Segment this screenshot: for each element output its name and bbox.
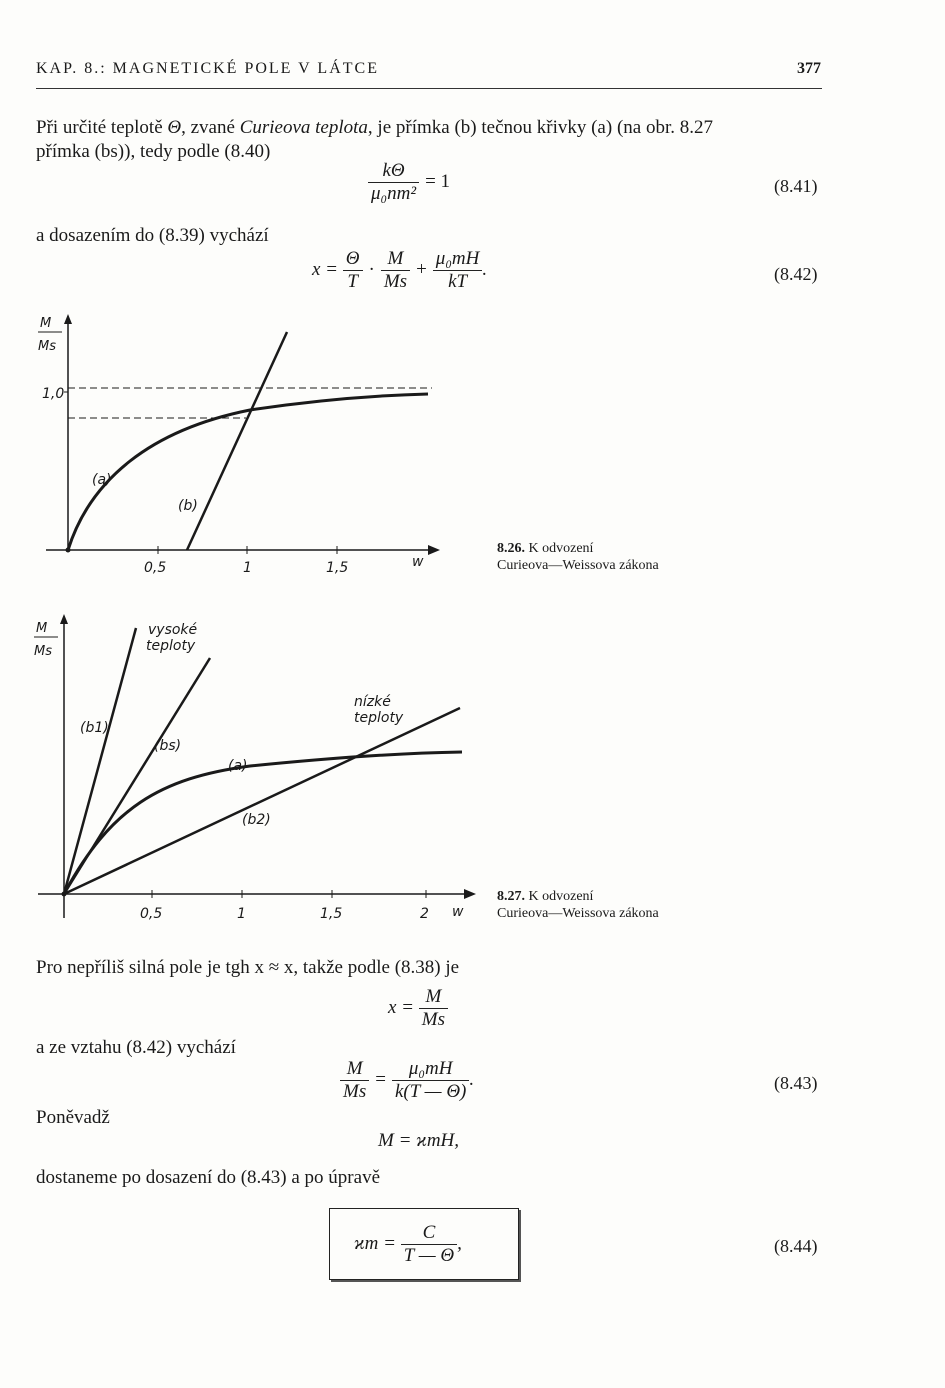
fraction — [381, 248, 410, 293]
line-b-label: (b) — [178, 498, 198, 514]
fraction — [368, 160, 419, 205]
y-axis-arrow — [60, 614, 68, 624]
x-tick-label: 0,5 — [140, 906, 163, 922]
denominator: k(T — Θ) — [394, 1081, 467, 1102]
paragraph-from-relation: a ze vztahu (8.42) vychází — [36, 1037, 236, 1058]
fraction — [392, 1058, 469, 1103]
operator: + — [416, 258, 427, 280]
x-axis-arrow — [464, 889, 476, 899]
numerator: M — [340, 1058, 369, 1081]
punctuation: , — [457, 1232, 462, 1254]
text-fragment: , zvané — [181, 117, 240, 138]
caption-number: 8.26. — [497, 541, 525, 556]
equation-lhs: x = — [388, 996, 415, 1018]
symbol-theta: Θ — [167, 117, 182, 138]
fraction — [401, 1222, 457, 1267]
caption-text: K odvození — [528, 541, 594, 556]
x-tick-label: 0,5 — [144, 560, 167, 576]
equation-lhs: x = — [312, 258, 339, 280]
equation-lhs: ϰm = — [354, 1232, 396, 1254]
line-b2 — [64, 708, 460, 894]
caption-8-27 — [497, 888, 659, 922]
caption-text: Curieova—Weissova zákona — [497, 906, 659, 921]
y-tick-label: 1,0 — [42, 386, 65, 402]
annotation-low-temperature: nízké — [354, 694, 391, 710]
denominator: kT — [448, 271, 468, 292]
y-label-numerator: M — [36, 621, 48, 636]
fraction — [340, 1058, 369, 1103]
x-tick-label: 1 — [243, 560, 252, 576]
header-rule — [36, 88, 822, 89]
operator: = — [375, 1068, 386, 1090]
operator: · — [368, 258, 375, 280]
y-label-denominator: Ms — [38, 339, 56, 354]
punctuation: . — [469, 1068, 475, 1090]
page-number: 377 — [797, 60, 821, 77]
equation-8-44 — [354, 1222, 462, 1267]
figure-8-26 — [30, 310, 450, 580]
denominator: μ₀nm² — [371, 183, 417, 204]
x-tick-label: 2 — [420, 906, 429, 922]
numerator: C — [401, 1222, 457, 1245]
equation-rhs: = 1 — [425, 170, 451, 192]
x-axis-label: w — [412, 554, 424, 570]
text-fragment: , je přímka (b) tečnou křivky (a) (na obr. 8.27 — [367, 117, 713, 138]
equation-8-43 — [340, 1058, 474, 1103]
annotation-high-temperature: teploty — [146, 638, 196, 654]
x-tick-label: 1,5 — [326, 560, 349, 576]
paragraph-substitution: a dosazením do (8.39) vychází — [36, 225, 269, 246]
annotation-high-temperature: vysoké — [148, 622, 198, 638]
x-tick-label: 1,5 — [320, 906, 343, 922]
x-tick-label: 1 — [237, 906, 246, 922]
line-b1-label: (b1) — [80, 720, 109, 736]
numerator: μ₀mH — [433, 248, 483, 271]
line-b1 — [64, 628, 136, 894]
punctuation: . — [482, 258, 488, 280]
denominator: Ms — [421, 1009, 445, 1030]
curve-a-label: (a) — [92, 472, 112, 488]
numerator: M — [419, 986, 448, 1009]
equation-number-8-42: (8.42) — [774, 264, 818, 284]
fraction — [343, 248, 363, 293]
equation-number-8-41: (8.41) — [774, 176, 818, 196]
denominator: T — Θ — [403, 1245, 455, 1266]
denominator: Ms — [383, 271, 408, 292]
equation-magnetization: M = ϰmH, — [378, 1130, 460, 1151]
equation-8-41 — [368, 160, 456, 205]
paragraph-since: Poněvadž — [36, 1107, 110, 1128]
line-b — [187, 332, 287, 550]
equation-x-ratio — [388, 986, 448, 1031]
numerator: μ₀mH — [392, 1058, 469, 1081]
caption-8-26 — [497, 540, 659, 574]
term-curie-temperature: Curieova teplota — [239, 117, 368, 138]
equation-8-42 — [312, 248, 487, 293]
fraction — [419, 986, 448, 1031]
paragraph-result: dostaneme po dosazení do (8.43) a po úpravě — [36, 1167, 381, 1188]
caption-text: K odvození — [528, 889, 594, 904]
caption-text: Curieova—Weissova zákona — [497, 558, 659, 573]
y-label-numerator: M — [40, 316, 52, 331]
y-axis-arrow — [64, 314, 72, 324]
line-bs-label: (bs) — [154, 738, 182, 754]
numerator: Θ — [343, 248, 363, 271]
caption-number: 8.27. — [497, 889, 525, 904]
numerator: kΘ — [368, 160, 419, 183]
paragraph-curie-intro — [36, 116, 836, 164]
equation-number-8-43: (8.43) — [774, 1073, 818, 1093]
text-fragment: Při určité teplotě — [36, 117, 168, 138]
denominator: Ms — [343, 1081, 367, 1102]
running-header: KAP. 8.: MAGNETICKÉ POLE V LÁTCE — [36, 60, 379, 77]
curve-a-label: (a) — [228, 758, 248, 774]
x-axis-label: w — [452, 904, 464, 920]
denominator: T — [347, 271, 358, 292]
origin-point — [62, 892, 67, 897]
text-fragment: přímka (bs)), tedy podle (8.40) — [36, 141, 271, 162]
annotation-low-temperature: teploty — [354, 710, 404, 726]
origin-point — [66, 548, 71, 553]
equation-number-8-44: (8.44) — [774, 1236, 818, 1256]
x-axis-arrow — [428, 545, 440, 555]
figure-8-27 — [30, 608, 480, 928]
numerator: M — [381, 248, 410, 271]
paragraph-weak-field: Pro nepříliš silná pole je tgh x ≈ x, takže podle (8.38) je — [36, 957, 460, 978]
fraction — [433, 248, 483, 293]
y-label-denominator: Ms — [34, 644, 52, 659]
line-b2-label: (b2) — [242, 812, 271, 828]
